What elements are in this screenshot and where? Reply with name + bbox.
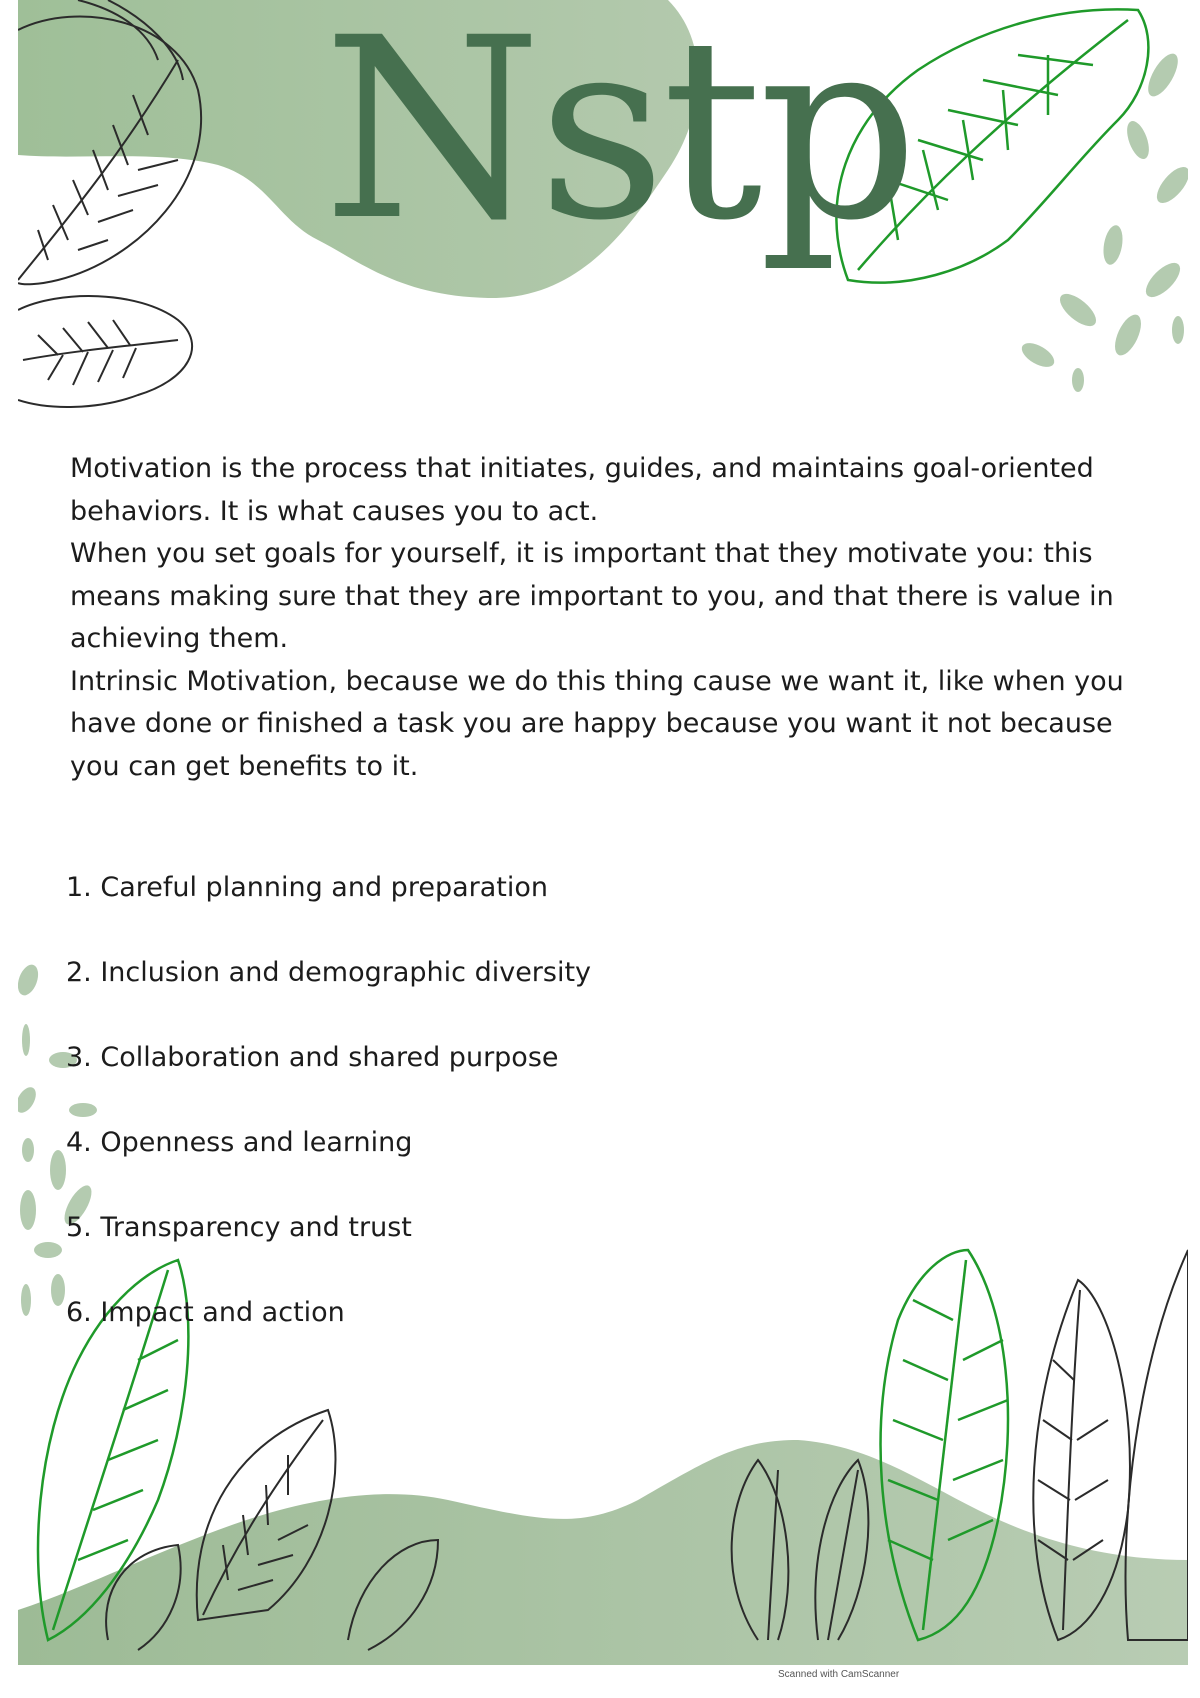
- scanner-footer: Scanned with CamScanner: [778, 1669, 900, 1680]
- top-right-dots-icon: [1018, 49, 1188, 392]
- paragraph: Intrinsic Motivation, because we do this thing cause we want it, like when you have done or finished a task you are happy because you want it not because you can get benefits to it.: [70, 665, 1124, 782]
- list-item: 4. Openness and learning: [66, 1127, 413, 1158]
- list-item: 2. Inclusion and demographic diversity: [66, 957, 592, 988]
- list-item: 1. Careful planning and preparation: [66, 872, 548, 903]
- title-text: Nstp: [323, 0, 915, 275]
- principles-list: [66, 870, 766, 1380]
- bottom-green-blob: [18, 1440, 1188, 1665]
- body-text: [70, 448, 1150, 788]
- paragraph: When you set goals for yourself, it is important that they motivate you: this means making sure that they are important to you, and that there is value in achieving them.: [70, 538, 1114, 654]
- list-item: 5. Transparency and trust: [66, 1212, 412, 1243]
- paragraph: Motivation is the process that initiates, guides, and maintains goal-oriented behaviors. It is what causes you to act.: [70, 453, 1094, 527]
- list-item: 3. Collaboration and shared purpose: [66, 1042, 559, 1073]
- document-page: [18, 0, 1188, 1665]
- page-title: [323, 0, 923, 280]
- list-item: 6. Impact and action: [66, 1297, 345, 1328]
